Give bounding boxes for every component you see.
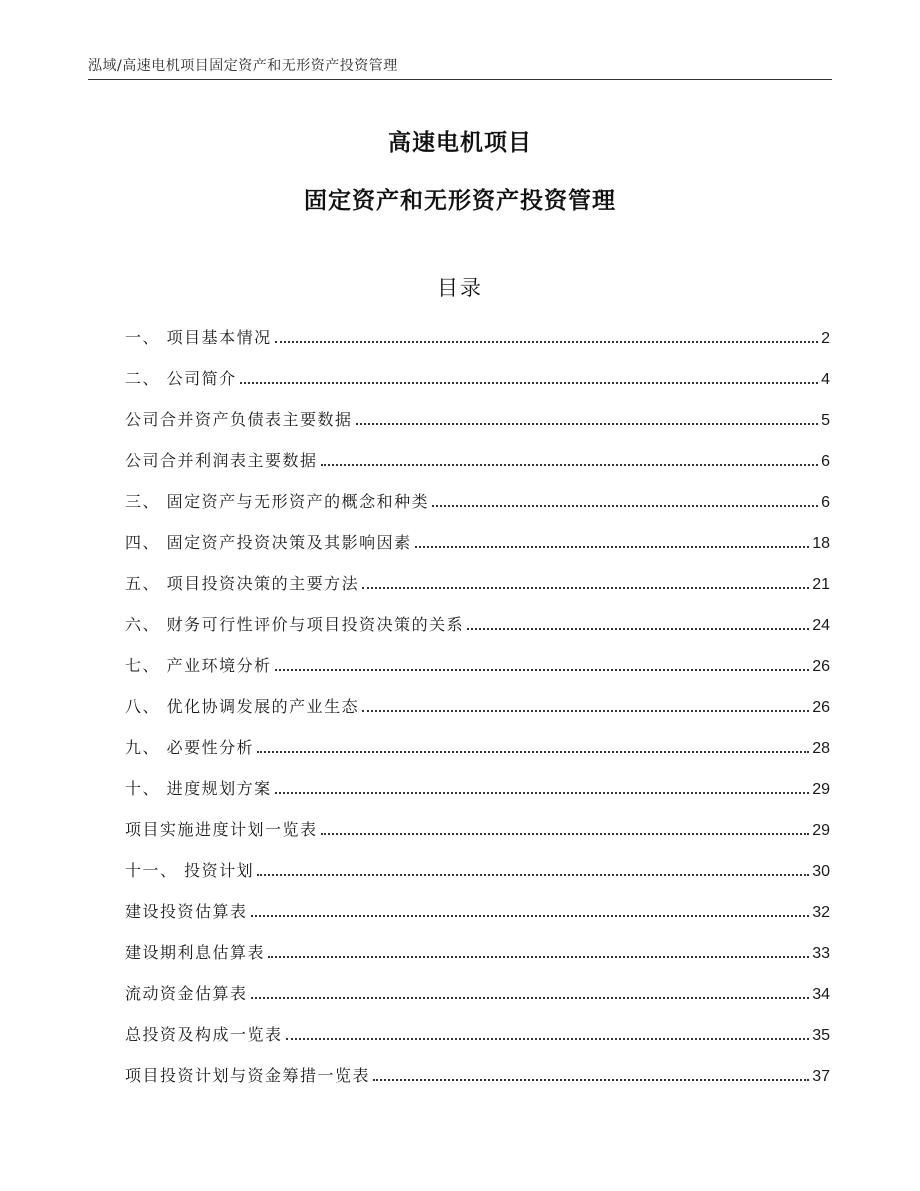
- toc-entry-label: 二、 公司简介: [125, 369, 237, 388]
- toc-entry-page: 24: [812, 617, 830, 634]
- toc-entry[interactable]: [125, 406, 830, 430]
- toc-entry-label: 流动资金估算表: [125, 984, 248, 1003]
- toc-dot-leader: [240, 382, 819, 384]
- toc-entry[interactable]: [125, 570, 830, 594]
- toc-entry[interactable]: [125, 529, 830, 553]
- toc-dot-leader: [356, 423, 819, 425]
- toc-dot-leader: [251, 997, 810, 999]
- toc-entry-page: 21: [812, 576, 830, 593]
- toc-dot-leader: [321, 833, 810, 835]
- toc-entry[interactable]: [125, 447, 830, 471]
- toc-entry[interactable]: [125, 939, 830, 963]
- toc-entry[interactable]: [125, 1062, 830, 1086]
- toc-entry-label: 七、 产业环境分析: [125, 656, 272, 675]
- toc-dot-leader: [257, 751, 809, 753]
- toc-entry[interactable]: [125, 488, 830, 512]
- toc-entry-page: 18: [812, 535, 830, 552]
- toc-entry[interactable]: [125, 980, 830, 1004]
- toc-entry-label: 建设期利息估算表: [125, 943, 266, 962]
- toc-dot-leader: [251, 915, 810, 917]
- document-title-line-2: 固定资产和无形资产投资管理: [304, 188, 616, 214]
- toc-entry-page: 28: [812, 740, 830, 757]
- toc-entry[interactable]: [125, 816, 830, 840]
- toc-entry-label: 十、 进度规划方案: [125, 779, 272, 798]
- toc-entry-label: 六、 财务可行性评价与项目投资决策的关系: [125, 615, 465, 634]
- toc-entry-page: 32: [812, 904, 830, 921]
- toc-dot-leader: [467, 628, 809, 630]
- toc-entry-label: 九、 必要性分析: [125, 738, 255, 757]
- toc-dot-leader: [275, 341, 819, 343]
- toc-entry[interactable]: [125, 324, 830, 348]
- toc-dot-leader: [415, 546, 810, 548]
- toc-entry-label: 一、 项目基本情况: [125, 328, 272, 347]
- toc-entry[interactable]: [125, 652, 830, 676]
- toc-entry-page: 6: [821, 453, 830, 470]
- toc-dot-leader: [275, 792, 810, 794]
- toc-entry-page: 4: [821, 371, 830, 388]
- toc-entry-label: 项目实施进度计划一览表: [125, 820, 318, 839]
- toc-dot-leader: [432, 505, 818, 507]
- toc-dot-leader: [286, 1038, 810, 1040]
- toc-entry[interactable]: [125, 857, 830, 881]
- toc-entry-label: 总投资及构成一览表: [125, 1025, 283, 1044]
- toc-entry-label: 五、 项目投资决策的主要方法: [125, 574, 360, 593]
- toc-entry-page: 29: [812, 781, 830, 798]
- toc-entry-label: 建设投资估算表: [125, 902, 248, 921]
- toc-entry-label: 项目投资计划与资金筹措一览表: [125, 1066, 371, 1085]
- toc-entry-page: 37: [812, 1068, 830, 1085]
- toc-entry-page: 26: [812, 699, 830, 716]
- toc-dot-leader: [321, 464, 819, 466]
- toc-entry-page: 5: [821, 412, 830, 429]
- toc-entry[interactable]: [125, 1021, 830, 1045]
- toc-entry-label: 三、 固定资产与无形资产的概念和种类: [125, 492, 430, 511]
- toc-entry-page: 2: [821, 330, 830, 347]
- toc-heading: 目录: [437, 276, 483, 300]
- toc-entry[interactable]: [125, 693, 830, 717]
- header-divider: [88, 79, 832, 80]
- toc-entry-page: 30: [812, 863, 830, 880]
- toc-entry[interactable]: [125, 611, 830, 635]
- toc-entry-page: 33: [812, 945, 830, 962]
- toc-entry-page: 26: [812, 658, 830, 675]
- toc-entry-label: 八、 优化协调发展的产业生态: [125, 697, 360, 716]
- toc-dot-leader: [373, 1079, 809, 1081]
- toc-dot-leader: [257, 874, 809, 876]
- toc-entry-label: 公司合并资产负债表主要数据: [125, 410, 353, 429]
- toc-dot-leader: [268, 956, 809, 958]
- toc-entry-label: 四、 固定资产投资决策及其影响因素: [125, 533, 412, 552]
- toc-dot-leader: [275, 669, 810, 671]
- toc-dot-leader: [362, 587, 809, 589]
- toc-entry-page: 6: [821, 494, 830, 511]
- toc-entry[interactable]: [125, 898, 830, 922]
- toc-entry-page: 34: [812, 986, 830, 1003]
- toc-entry-page: 35: [812, 1027, 830, 1044]
- toc-entry[interactable]: [125, 734, 830, 758]
- toc-dot-leader: [362, 710, 809, 712]
- toc-entry[interactable]: [125, 775, 830, 799]
- toc-entry-page: 29: [812, 822, 830, 839]
- document-title-line-1: 高速电机项目: [388, 130, 532, 156]
- toc-entry-label: 十一、 投资计划: [125, 861, 255, 880]
- toc-entry-label: 公司合并利润表主要数据: [125, 451, 318, 470]
- running-header: 泓域/高速电机项目固定资产和无形资产投资管理: [88, 58, 398, 74]
- toc-entry[interactable]: [125, 365, 830, 389]
